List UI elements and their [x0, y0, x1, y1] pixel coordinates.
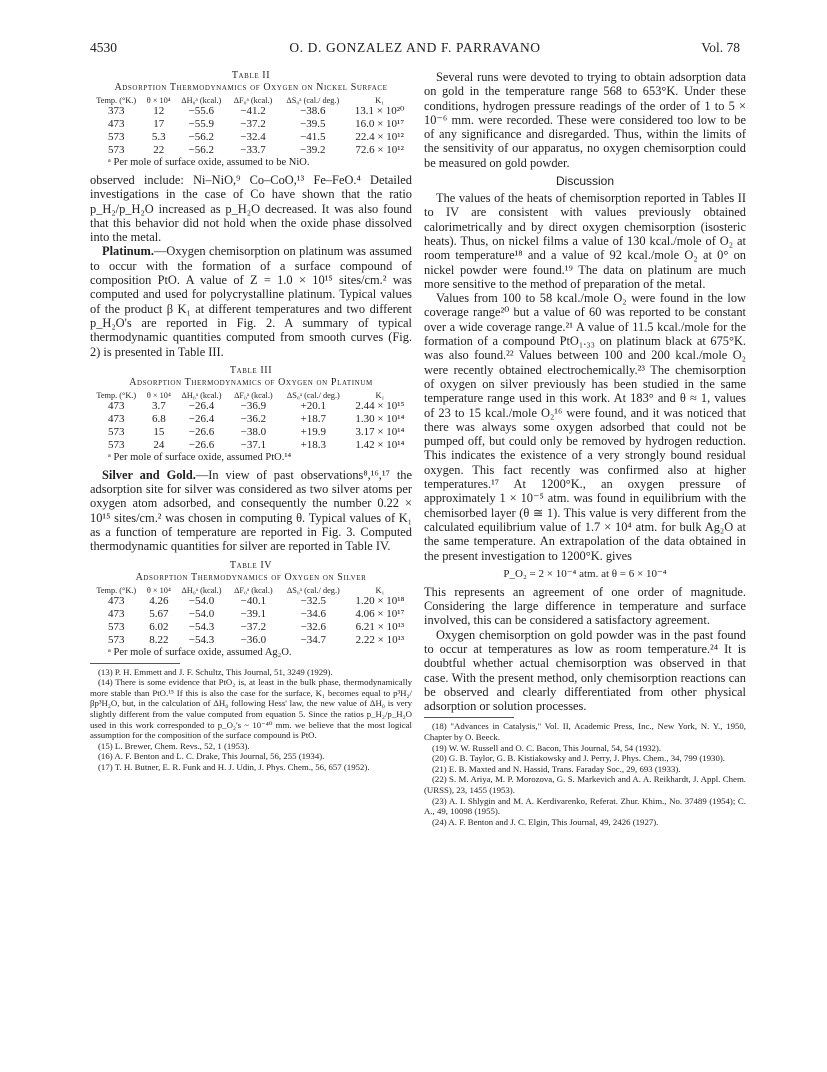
table-cell: 4.26	[149, 594, 169, 607]
silver-paragraph	[90, 468, 412, 554]
table-cell: 15	[153, 425, 165, 438]
body-paragraph: Several runs were devoted to trying to obtain adsorption data on gold in the temperature range 568 to 653°K. Under these conditions, hydrogen pressure readings of the order of 1 to 5 × 10⁻⁶ mm. were recorded. These were considered too low to be of any significance and disregarded. Thus, within the limits of the sensitivity of our apparatus, no oxygen chemisorption could be measured on gold powder.	[424, 70, 746, 170]
table-cell: 473	[108, 607, 125, 620]
table-cell: −37.2	[240, 118, 266, 130]
table-cell: −39.2	[300, 144, 326, 156]
table-grid	[90, 391, 412, 452]
table-cell: −26.4	[188, 412, 215, 425]
table-cell: −39.5	[300, 118, 326, 130]
table-cell: 373	[107, 105, 125, 117]
table-cell: −41.2	[240, 105, 266, 117]
table-cell: 573	[108, 438, 125, 451]
footnote: (21) E. B. Maxted and N. Hassid, Trans. Faraday Soc., 29, 693 (1933).	[432, 763, 681, 774]
table-cell: 5.3	[151, 131, 166, 143]
table-cell: 2.22 × 10¹³	[355, 633, 405, 646]
column-header: ΔF₀ᵃ (kcal.)	[234, 585, 273, 595]
footnote: (24) A. F. Benton and J. C. Elgin, This Journal, 49, 2426 (1927).	[432, 816, 659, 827]
table-ii	[90, 70, 412, 169]
table-row	[90, 413, 412, 426]
table-cell: 573	[108, 633, 125, 646]
table-cell: 473	[107, 118, 125, 130]
footnote: (18) "Advances in Catalysis," Vol. II, Academic Press, Inc., New York, N. Y., 1950, Chapter by O. Beeck.	[424, 721, 746, 743]
table-footnote: ᵃ Per mole of surface oxide, assumed PtO.¹⁴	[108, 451, 292, 463]
table-title: Table III	[229, 364, 273, 376]
table-title: Table IV	[229, 559, 273, 571]
table-grid	[90, 586, 412, 647]
table-row	[90, 595, 412, 608]
table-cell: −32.4	[240, 131, 266, 143]
table-cell: +19.9	[300, 425, 327, 438]
table-cell: 5.67	[149, 607, 169, 620]
footnote: (15) L. Brewer, Chem. Revs., 52, 1 (1953).	[98, 740, 250, 751]
table-cell: +20.1	[300, 399, 327, 412]
table-row	[90, 105, 412, 118]
table-cell: 6.02	[149, 620, 169, 633]
table-iii	[90, 365, 412, 464]
footnotes	[424, 721, 746, 827]
table-cell: −37.2	[240, 620, 267, 633]
table-cell: 573	[107, 131, 125, 143]
table-cell: −38.0	[240, 425, 267, 438]
page-header	[90, 40, 740, 60]
column-header: θ × 10⁴	[146, 390, 171, 400]
table-cell: 16.0 × 10¹⁷	[355, 118, 405, 130]
table-cell: −32.5	[300, 594, 327, 607]
table-cell: 473	[108, 412, 125, 425]
footnote: (20) G. B. Taylor, G. B. Kistiakowsky and J. Perry, J. Phys. Chem., 34, 799 (1930).	[432, 753, 725, 764]
table-footnote: ᵃ Per mole of surface oxide, assumed Ag₂O.	[108, 646, 292, 658]
table-cell: −36.9	[240, 399, 267, 412]
column-header: ΔS₀ᵃ (cal./ deg.)	[286, 390, 340, 400]
column-header: ΔH₀ᵃ (kcal.)	[181, 585, 222, 595]
column-header: ΔH₀ᵃ (kcal.)	[181, 96, 222, 105]
table-cell: 573	[108, 620, 125, 633]
column-header: Temp. (°K.)	[96, 390, 137, 400]
table-cell: −39.1	[240, 607, 267, 620]
equation: P_O₂ = 2 × 10⁻⁴ atm. at θ = 6 × 10⁻⁴	[503, 567, 667, 580]
table-row	[90, 608, 412, 621]
table-cell: −32.6	[300, 620, 327, 633]
table-cell: −33.7	[240, 144, 266, 156]
table-cell: −54.3	[188, 633, 215, 646]
table-cell: −40.1	[240, 594, 267, 607]
table-cell: −56.2	[188, 144, 215, 156]
footnote: (17) T. H. Butner, E. R. Funk and H. J. Udin, J. Phys. Chem., 56, 657 (1952).	[98, 761, 370, 772]
table-cell: 573	[107, 144, 125, 156]
column-header: θ × 10⁴	[146, 96, 171, 105]
table-cell: 24	[153, 438, 165, 451]
footnote: (16) A. F. Benton and L. C. Drake, This Journal, 56, 255 (1934).	[98, 751, 325, 762]
table-caption: Adsorption Thermodynamics of Oxygen on Nickel Surface	[114, 82, 388, 93]
table-cell: 6.8	[151, 412, 166, 425]
column-header: K₁	[375, 390, 385, 400]
column-header: ΔF₀ᵃ (kcal.)	[233, 96, 273, 105]
table-grid	[90, 96, 412, 157]
page-number: 4530	[90, 40, 117, 55]
table-cell: 22	[153, 144, 165, 156]
table-row	[90, 439, 412, 452]
body-paragraph: Values from 100 to 58 kcal./mole O₂ were found in the low coverage range²⁰ but a value of 60 was reported to be constant over a wide coverage range.²¹ A value of 11.5 kcal./mole for the formation of a compound PtO₁.₃₃ on platinum black at 675°K. was also found.²² Values between 100 and 200 kcal./mole O₂ were recently obtained electrochemically.²³ The chemisorption of oxygen on silver previously has been studied in the same temperature range used in this work. At 183° and θ ≈ 1, values of 23 to 15 kcal./mole O₂¹⁶ were found, and it was noticed that there was always some oxygen adsorbed that could not be pumped off, but could only be removed by hydrogen reduction. This indicates the existence of a very strongly bound residual oxygen. This fact recently was confirmed also at higher temperatures.¹⁷ At 1200°K., an oxygen pressure of approximately 1 × 10⁻⁵ atm. was found in equilibrium with the chemisorbed layer (θ ≅ 1). This value is very different from the calculated equilibrium value of 1.7 × 10⁴ atm. for bulk Ag₂O at the same temperature. An extrapolation of the data obtained in the present investigation to 1200°K. gives	[424, 291, 746, 563]
table-cell: −36.0	[240, 633, 267, 646]
body-paragraph: The values of the heats of chemisorption reported in Tables II to IV are consistent with values previously obtained calorimetrically and by direct oxygen chemisorption (isosteric heats). Thus, on nickel films a value of 130 kcal./mole of O₂ at room temperature¹⁸ and a value of 92 kcal./mole O₂ at 0° on nickel powder were found.¹⁹ The data on platinum are much more sensitive to the method of preparation of the metal.	[424, 191, 746, 291]
column-header: Temp. (°K.)	[96, 585, 137, 595]
table-cell: −38.6	[300, 105, 326, 117]
table-cell: 12	[153, 105, 165, 117]
table-cell: −54.3	[188, 620, 215, 633]
table-cell: −26.6	[188, 425, 215, 438]
footnote: (19) W. W. Russell and O. C. Bacon, This Journal, 54, 54 (1932).	[432, 742, 662, 753]
table-cell: −54.0	[188, 594, 215, 607]
table-row	[90, 621, 412, 634]
section-heading-discussion: Discussion	[555, 174, 615, 189]
footnote: (14) There is some evidence that PtO₂ is, at least in the bulk phase, thermodynamically more stable than PtO.¹⁵ If this is also the case for the surface, K₁ becomes equal to p³H₂/βp³H₂O, but, in the calculation of ΔH₀ following Hess' law, the new value of ΔH₀ is very slightly different from the value computed from equation 5. Since the ratios p_H₂/p_H₂O used in this work corresponded to p_O₂'s ~ 10⁻⁴⁰ mm. we believe that the most logical assumption for the composition of the surface compound is PtO.	[90, 677, 412, 741]
table-title: Table II	[231, 70, 271, 81]
table-cell: −37.1	[240, 438, 267, 451]
table-cell: 8.22	[149, 633, 169, 646]
footnote: (22) S. M. Ariya, M. P. Morozova, G. S. Markevich and A. A. Reikhardt, J. Appl. Chem. (URSS), 23, 1455 (1953).	[424, 774, 746, 796]
table-cell: 22.4 × 10¹²	[355, 131, 404, 143]
table-cell: 473	[108, 399, 125, 412]
table-cell: −56.2	[188, 131, 215, 143]
column-header: K₁	[375, 585, 385, 595]
section-heading: Silver and Gold.	[102, 467, 196, 482]
footnote: (13) P. H. Emmett and J. F. Schultz, This Journal, 51, 3249 (1929).	[98, 666, 333, 677]
table-cell: 473	[108, 594, 125, 607]
platinum-paragraph	[90, 244, 412, 358]
footnote-divider	[424, 717, 514, 718]
paragraph-text: —In view of past observations⁸,¹⁶,¹⁷ the adsorption site for silver was considered as two silver atoms per oxygen atom adsorbed, and consequently the number 0.22 × 10¹⁵ sites/cm.² was chosen in computing θ. Typical values of K₁ as a function of temperature are reported in Fig. 3. Computed thermodynamic quantities for silver are reported in Table IV.	[90, 467, 413, 554]
column-header: θ × 10⁴	[146, 585, 171, 595]
table-cell: −26.6	[188, 438, 215, 451]
footnotes	[90, 667, 412, 773]
table-caption: Adsorption Thermodynamics of Oxygen on Silver	[135, 571, 367, 583]
column-header: ΔF₀ᵃ (kcal.)	[234, 390, 273, 400]
table-iv	[90, 560, 412, 659]
running-authors: O. D. GONZALEZ AND F. PARRAVANO	[289, 40, 541, 55]
paragraph-text: —Oxygen chemisorption on platinum was assumed to occur with the formation of a surface compound of composition PtO. A value of Z = 1.0 × 10¹⁵ sites/cm.² was computed and used for polycrystalline platinum. Typical values of the product β K₁ at different temperatures and two different p_H₂O's are reported in Fig. 2. A summary of typical thermodynamic quantities computed from smooth curves (Fig. 2) is presented in Table III.	[90, 244, 412, 359]
body-paragraph: observed include: Ni–NiO,⁹ Co–CoO,¹³ Fe–FeO.⁴ Detailed investigations in the case of Co have shown that the ratio p_H₂/p_H₂O increased as p_H₂O decreased. It was also found that this behavior did not hold when the oxide phase dissolved into the metal.	[90, 173, 412, 245]
table-cell: −55.6	[188, 105, 215, 117]
table-cell: 573	[108, 425, 125, 438]
table-row	[90, 400, 412, 413]
table-cell: 2.44 × 10¹⁵	[355, 399, 405, 412]
column-header: Temp. (°K.)	[96, 96, 137, 105]
body-paragraph: Oxygen chemisorption on gold powder was in the past found to occur at temperatures as low as room temperature.²⁴ It is doubtful whether actual chemisorption was observed in that case. With the present method, only chemisorption reactions can be observed and clearly differentiated from other physical adsorption or solution processes.	[424, 627, 746, 714]
table-cell: −34.6	[300, 607, 327, 620]
table-caption: Adsorption Thermodynamics of Oxygen on Platinum	[129, 376, 373, 388]
volume-number: Vol. 78	[701, 40, 740, 55]
table-row	[90, 131, 412, 144]
table-row	[90, 426, 412, 439]
column-header: K₁	[375, 96, 385, 105]
table-cell: 4.06 × 10¹⁷	[355, 607, 405, 620]
table-cell: 1.42 × 10¹⁴	[355, 438, 405, 451]
table-cell: −54.0	[188, 607, 215, 620]
section-heading: Platinum.	[102, 244, 154, 259]
column-header: ΔS₀ᵃ (cal./ deg.)	[286, 96, 340, 105]
table-cell: −55.9	[188, 118, 215, 130]
table-cell: −36.2	[240, 412, 267, 425]
table-cell: 1.20 × 10¹⁸	[355, 594, 405, 607]
body-paragraph: This represents an agreement of one order of magnitude. Considering the large difference in temperature and surface involved, this can be considered a satisfactory agreement.	[424, 584, 746, 628]
table-row	[90, 118, 412, 131]
table-cell: 72.6 × 10¹²	[355, 144, 404, 156]
table-cell: 17	[153, 118, 165, 130]
table-cell: +18.7	[300, 412, 327, 425]
table-row	[90, 144, 412, 157]
footnote-divider	[90, 663, 180, 664]
table-cell: +18.3	[300, 438, 327, 451]
left-column	[90, 70, 412, 773]
table-cell: 1.30 × 10¹⁴	[355, 412, 405, 425]
table-cell: −41.5	[300, 131, 326, 143]
right-column	[424, 70, 746, 827]
table-row	[90, 634, 412, 647]
footnote: (23) A. I. Shlygin and M. A. Kerdivarenko, Referat. Zhur. Khim., No. 37489 (1954); C. A., 49, 10098 (1955).	[424, 795, 746, 817]
column-header: ΔS₀ᵃ (cal./ deg.)	[286, 585, 340, 595]
table-cell: 3.17 × 10¹⁴	[355, 425, 405, 438]
table-cell: 3.7	[151, 399, 166, 412]
table-cell: 6.21 × 10¹³	[355, 620, 405, 633]
column-header: ΔH₀ᵃ (kcal.)	[181, 390, 222, 400]
table-cell: −26.4	[188, 399, 215, 412]
table-footnote: ᵃ Per mole of surface oxide, assumed to be NiO.	[108, 157, 310, 168]
table-cell: −34.7	[300, 633, 327, 646]
table-cell: 13.1 × 10²⁰	[354, 105, 405, 117]
